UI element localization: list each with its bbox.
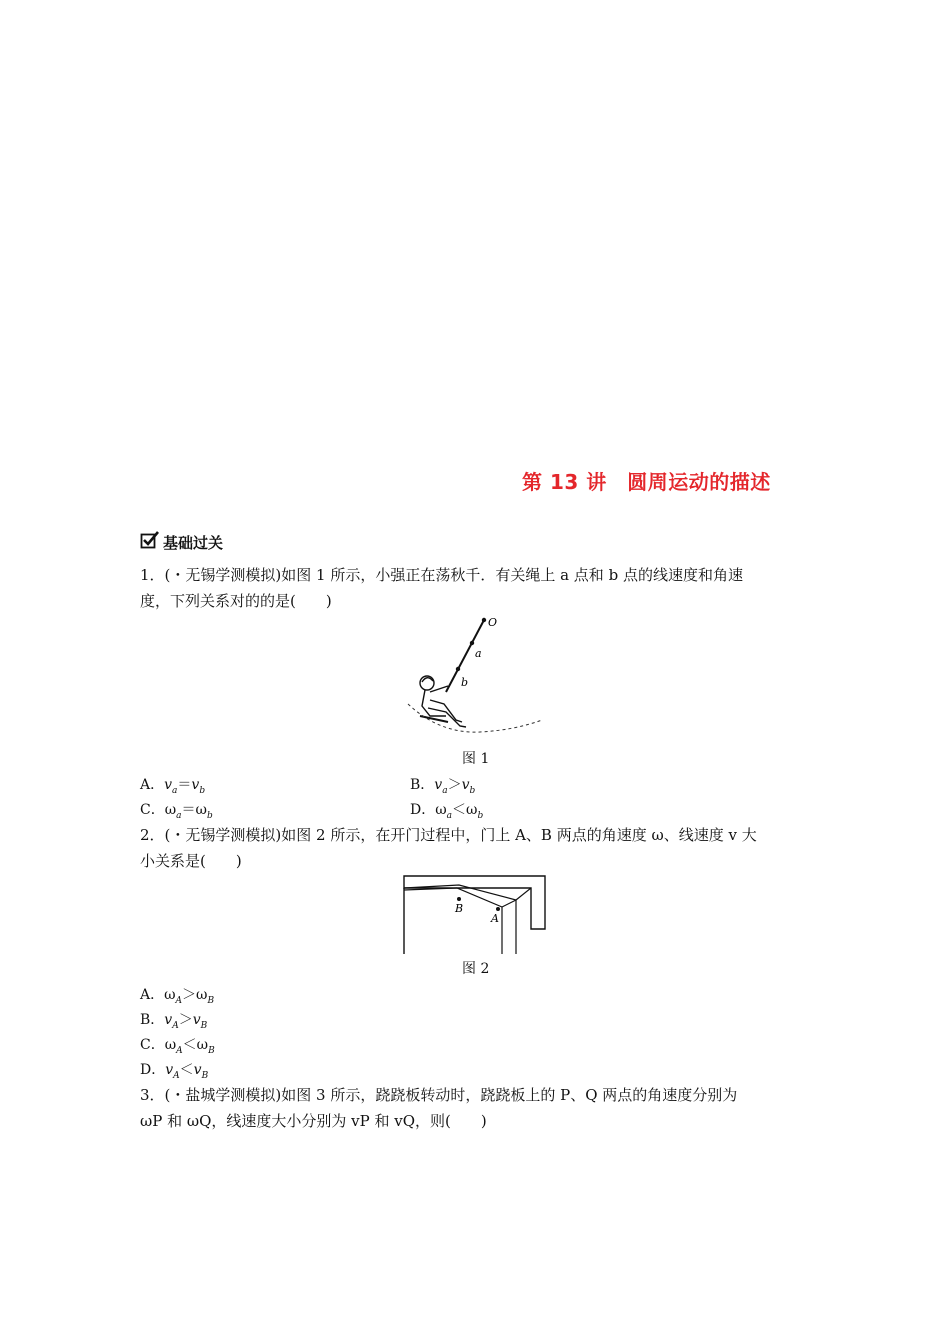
q3-text-line1: 3．(・盐城学测模拟)如图 3 所示，跷跷板转动时，跷跷板上的 P、Q 两点的角速度分别为 — [140, 1086, 738, 1104]
q2-option-d[interactable]: D．$v_A<v_B$ — [140, 1062, 209, 1081]
q1-option-a[interactable]: A．$v_a=v_b$ — [140, 777, 206, 796]
q2-option-a[interactable]: A．$\omega_A>\omega_B$ — [140, 987, 215, 1006]
figure-2-door — [398, 872, 550, 960]
q1-option-d[interactable]: D．$\omega_a<\omega_b$ — [410, 802, 484, 821]
figure-1-caption: 图 1 — [462, 751, 490, 767]
section-header — [140, 531, 223, 553]
q1-text-line1: 1．(・无锡学测模拟)如图 1 所示，小强正在荡秋千．有关绳上 a 点和 b 点的线速度和角速 — [140, 566, 743, 584]
figure-2-caption: 图 2 — [462, 961, 490, 977]
page-title: 第 13 讲 圆周运动的描述 — [522, 470, 771, 494]
q1-option-c[interactable]: C．$\omega_a=\omega_b$ — [140, 802, 213, 821]
q2-text-line1: 2．(・无锡学测模拟)如图 2 所示，在开门过程中，门上 A、B 两点的角速度 ω、线速度 v 大 — [140, 826, 757, 844]
q2-option-c[interactable]: C．$\omega_A<\omega_B$ — [140, 1037, 215, 1056]
section-label: 基础过关 — [163, 533, 224, 552]
q2-option-b[interactable]: B．$v_A>v_B$ — [140, 1012, 208, 1031]
label-b: b — [461, 676, 469, 689]
q3-text-line2: ωP 和 ωQ，线速度大小分别为 vP 和 vQ，则( ) — [140, 1112, 487, 1130]
q2-text-line2: 小关系是( ) — [140, 852, 242, 870]
label-a: A — [491, 912, 499, 925]
label-o: O — [488, 616, 498, 629]
figure-1-swing — [400, 612, 550, 746]
q1-text-line2: 度，下列关系对的的是( ) — [140, 592, 332, 610]
label-b: B — [455, 902, 464, 915]
checkbox-icon — [140, 531, 160, 553]
child-on-swing-icon — [420, 676, 469, 727]
label-a: a — [475, 647, 482, 660]
q1-option-b[interactable]: B．$v_a>v_b$ — [410, 777, 476, 796]
